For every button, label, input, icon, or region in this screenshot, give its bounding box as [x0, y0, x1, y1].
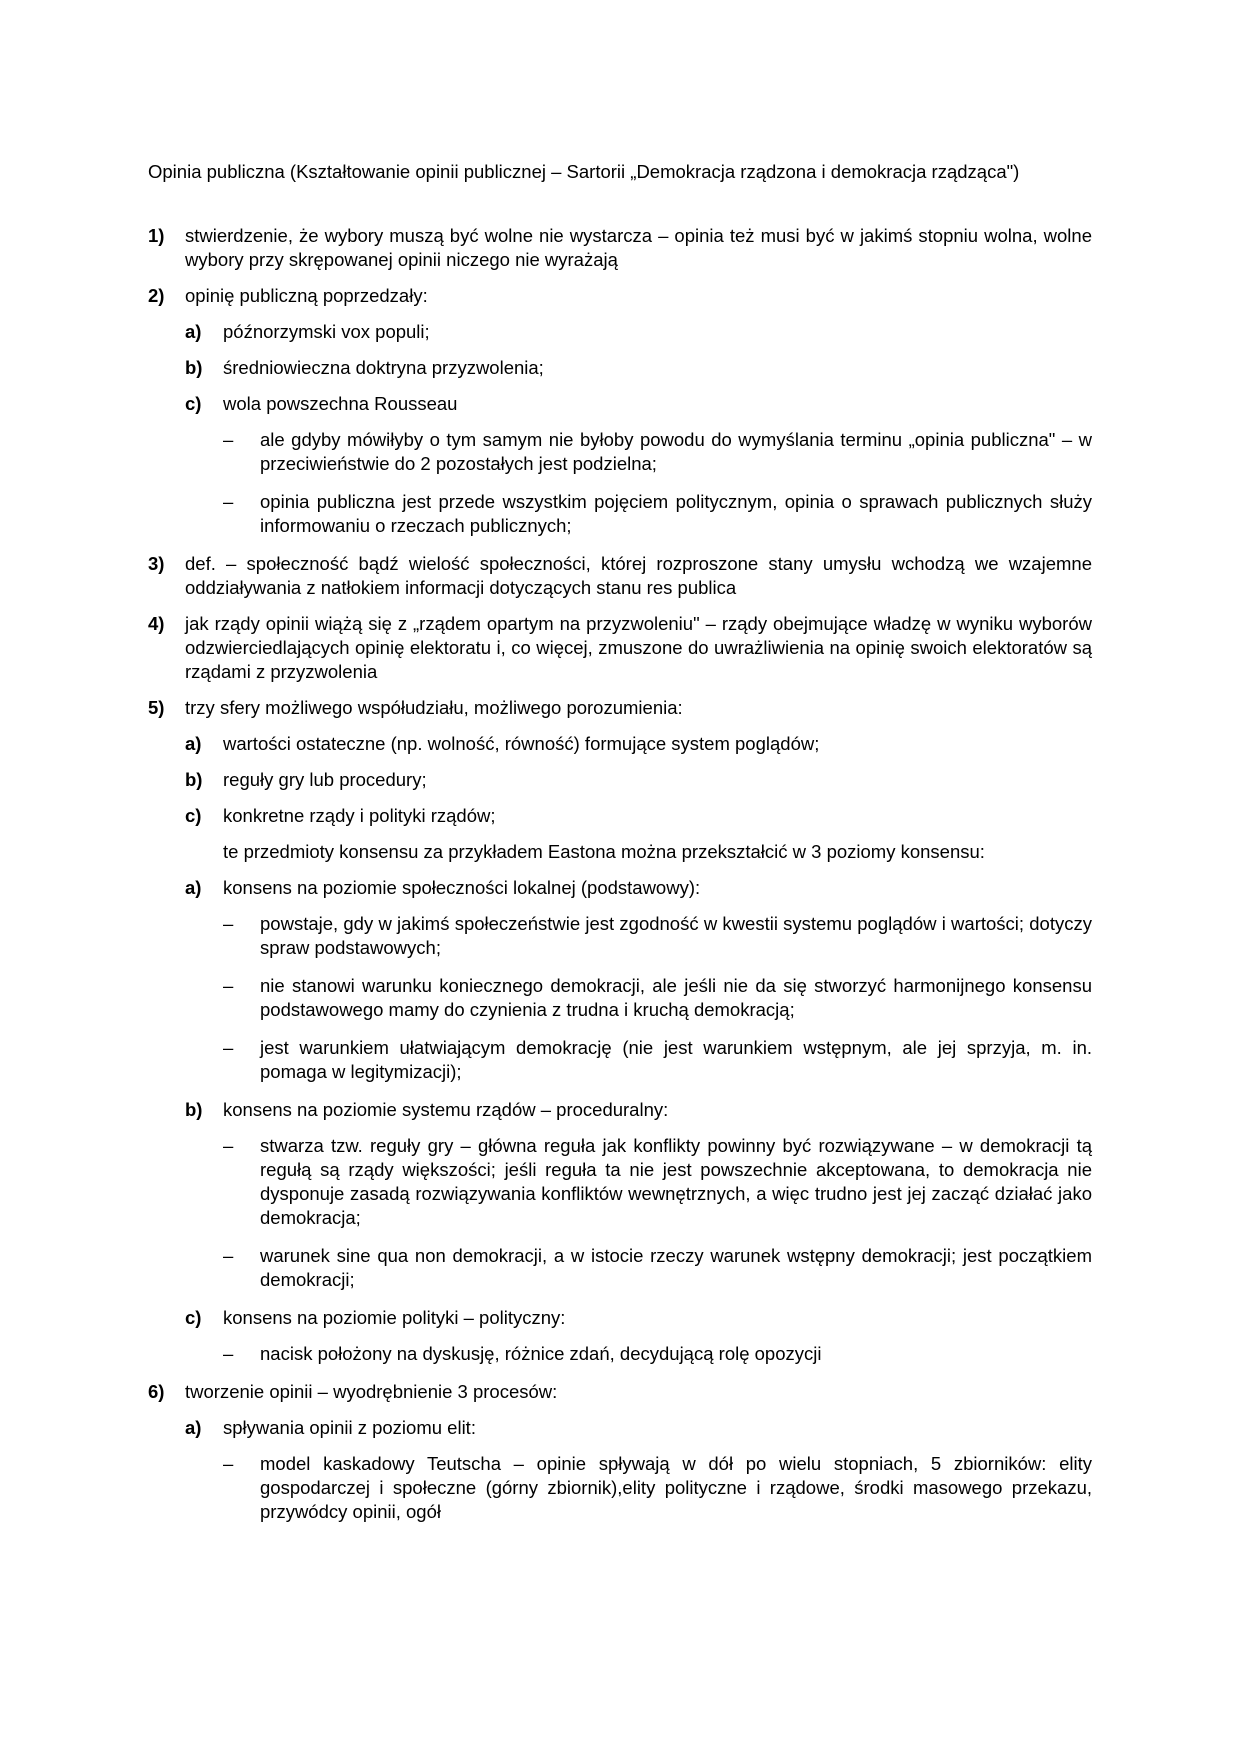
item-marker: – — [223, 1037, 234, 1058]
item-text: opinię publiczną poprzedzały: — [185, 285, 428, 306]
item-marker: c) — [185, 805, 202, 826]
item-text: stwierdzenie, że wybory muszą być wolne nie wystarcza – opinia też musi być w jakimś stopniu wolna, wolne wybory przy skrępowanej opinii niczego nie wyrażają — [185, 225, 1092, 270]
outline-list — [148, 224, 1092, 1524]
outline-item — [148, 392, 1092, 416]
item-marker: 2) — [148, 285, 165, 306]
item-text: def. – społeczność bądź wielość społeczności, której rozproszone stany umysłu wchodzą we wzajemne oddziaływania z natłokiem informacji dotyczących stanu res publica — [185, 553, 1092, 598]
outline-bullet-item — [148, 490, 1092, 538]
item-marker: b) — [185, 769, 203, 790]
item-marker: a) — [185, 733, 202, 754]
outline-bullet-item — [148, 1244, 1092, 1292]
item-marker: c) — [185, 393, 202, 414]
outline-item — [148, 612, 1092, 684]
item-marker: a) — [185, 321, 202, 342]
item-text: nie stanowi warunku koniecznego demokracji, ale jeśli nie da się stworzyć harmonijnego konsensu podstawowego mamy do czynienia z trudna i kruchą demokracją; — [260, 975, 1092, 1020]
outline-item — [148, 1380, 1092, 1404]
item-marker: 3) — [148, 553, 165, 574]
item-marker: 4) — [148, 613, 165, 634]
document-title: Opinia publiczna (Kształtowanie opinii publicznej – Sartorii „Demokracja rządzona i demokracja rządząca") — [148, 161, 1020, 182]
item-marker: b) — [185, 357, 203, 378]
outline-item — [148, 696, 1092, 720]
outline-item — [148, 1416, 1092, 1440]
item-marker: – — [223, 975, 234, 996]
outline-item — [148, 284, 1092, 308]
outline-bullet-item — [148, 1452, 1092, 1524]
item-marker: 5) — [148, 697, 165, 718]
item-text: późnorzymski vox populi; — [223, 321, 430, 342]
outline-item — [148, 876, 1092, 900]
document-page — [148, 160, 1092, 1538]
item-text: średniowieczna doktryna przyzwolenia; — [223, 357, 544, 378]
item-marker: 6) — [148, 1381, 165, 1402]
item-marker: – — [223, 1135, 234, 1156]
item-text: jest warunkiem ułatwiającym demokrację (nie jest warunkiem wstępnym, ale jej sprzyja, m. in. pomaga w legitymizacji); — [260, 1037, 1092, 1082]
item-marker: – — [223, 1245, 234, 1266]
item-marker: – — [223, 913, 234, 934]
item-marker: – — [223, 1343, 234, 1364]
outline-item — [148, 552, 1092, 600]
item-marker: – — [223, 429, 234, 450]
item-text: konkretne rządy i polityki rządów; — [223, 805, 496, 826]
outline-bullet-item — [148, 912, 1092, 960]
item-marker: a) — [185, 877, 202, 898]
item-marker: a) — [185, 1417, 202, 1438]
item-text: konsens na poziomie systemu rządów – proceduralny: — [223, 1099, 669, 1120]
item-text: stwarza tzw. reguły gry – główna reguła jak konflikty powinny być rozwiązywane – w demokracji tą regułą są rządy większości; jeśli reguła ta nie jest powszechnie akceptowana, to demokracja nie dysponuje zasadą rozwiązywania konfliktów wewnętrznych, a więc trudno jest jej zacząć działać jako demokracja; — [260, 1135, 1092, 1228]
item-text: ale gdyby mówiłyby o tym samym nie byłoby powodu do wymyślania terminu „opinia publiczna" – w przeciwieństwie do 2 pozostałych jest podzielna; — [260, 429, 1092, 474]
outline-item — [148, 1306, 1092, 1330]
outline-item — [148, 768, 1092, 792]
item-text: wartości ostateczne (np. wolność, równość) formujące system poglądów; — [223, 733, 820, 754]
item-text: spływania opinii z poziomu elit: — [223, 1417, 476, 1438]
item-text: model kaskadowy Teutscha – opinie spływają w dół po wielu stopniach, 5 zbiorników: elity gospodarczej i społeczne (górny zbiornik),elity polityczne i rządowe, środki masowego przekazu, przywódcy opinii, ogół — [260, 1453, 1092, 1522]
item-text: te przedmioty konsensu za przykładem Eastona można przekształcić w 3 poziomy konsensu: — [223, 841, 985, 862]
item-text: opinia publiczna jest przede wszystkim pojęciem politycznym, opinia o sprawach publicznych służy informowaniu o rzeczach publicznych; — [260, 491, 1092, 536]
outline-item — [148, 320, 1092, 344]
outline-item — [148, 224, 1092, 272]
item-text: powstaje, gdy w jakimś społeczeństwie jest zgodność w kwestii systemu poglądów i wartości; dotyczy spraw podstawowych; — [260, 913, 1092, 958]
outline-bullet-item — [148, 428, 1092, 476]
outline-note — [148, 840, 1092, 864]
item-text: konsens na poziomie polityki – polityczny: — [223, 1307, 566, 1328]
outline-item — [148, 1098, 1092, 1122]
item-text: reguły gry lub procedury; — [223, 769, 427, 790]
item-marker: – — [223, 491, 234, 512]
item-marker: c) — [185, 1307, 202, 1328]
item-marker: – — [223, 1453, 234, 1474]
outline-item — [148, 356, 1092, 380]
item-text: tworzenie opinii – wyodrębnienie 3 procesów: — [185, 1381, 558, 1402]
item-text: trzy sfery możliwego współudziału, możliwego porozumienia: — [185, 697, 683, 718]
item-text: wola powszechna Rousseau — [223, 393, 458, 414]
outline-bullet-item — [148, 1134, 1092, 1230]
outline-bullet-item — [148, 974, 1092, 1022]
outline-item — [148, 732, 1092, 756]
outline-item — [148, 804, 1092, 828]
item-text: konsens na poziomie społeczności lokalnej (podstawowy): — [223, 877, 701, 898]
item-marker: b) — [185, 1099, 203, 1120]
item-text: jak rządy opinii wiążą się z „rządem opartym na przyzwoleniu" – rządy obejmujące władzę w wyniku wyborów odzwierciedlających opinię elektoratu i, co więcej, zmuszone do uwrażliwienia na opinię swoich elektoratów są rządami z przyzwolenia — [185, 613, 1092, 682]
item-text: warunek sine qua non demokracji, a w istocie rzeczy warunek wstępny demokracji; jest początkiem demokracji; — [260, 1245, 1092, 1290]
outline-bullet-item — [148, 1342, 1092, 1366]
item-marker: 1) — [148, 225, 165, 246]
item-text: nacisk położony na dyskusję, różnice zdań, decydującą rolę opozycji — [260, 1343, 822, 1364]
outline-bullet-item — [148, 1036, 1092, 1084]
